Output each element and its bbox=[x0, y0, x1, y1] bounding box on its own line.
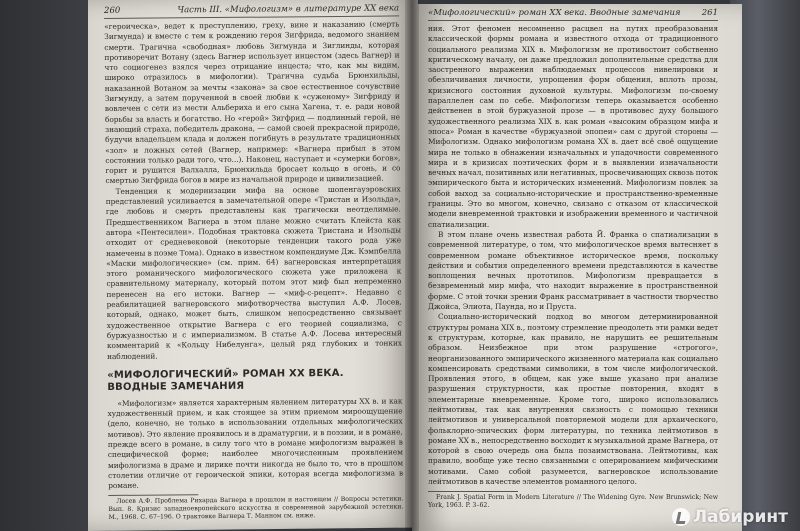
watermark bbox=[672, 507, 788, 527]
right-footnote-text: Frank J. Spatial Form in Modern Literature // The Widening Gyre. New Brunswick; New York, 1963. P. 3–62. bbox=[428, 494, 718, 510]
left-paragraph-1: «героическа», ведет к преступлению, греху, вине и наказанию (смерть Зигмунда) и вместе с тем к рождению героя Зигфрида, ведомого знанием смерти. Трагична «свободная» любовь Зигмунда и Зиглинды, которая противоречит Вотану (здесь Вагнер использует инцестом (здесь Вагнер) и что социогенез взялся через отрицание инцеста; что, как мы видим, широко отразилось в мифологии). Трагична судьба Брюнхильды, наказанной Вотаном за мечты «закона» за свое естественное сочувствие Зигмунду, а затем порученной в своей любви к «суженому» Зигфриду и вовлечен с сети из мести Альбериха и его сына Хагена, т. е. ради новой борьбы за власть и богатство. Но «герой» Зигфрид — подлинный герой, не знающий страха, победитель дракона, — самой своей прекрасной природе, будучи владельцем клада и должен погибнуть в результате традиционных «зол» и ложных сетей (Вагнер, например: «Вагнера прибыл в этом состоянии только ради того, что...). Наконец, наступает и «сумерки богов», горит и рушится Валхалла, Брюнхильда бросает кольцо в огонь, и со смертью Зигфрида богов в мире из начальной природе и цивилизацией. bbox=[104, 19, 401, 186]
left-running-head bbox=[104, 3, 399, 19]
left-running-title: Часть III. «Мифологизм» в литературе XX века bbox=[177, 3, 400, 16]
right-footnote-rule bbox=[428, 491, 518, 492]
right-page-number: 261 bbox=[701, 8, 718, 18]
left-paragraph-2: Тенденция к модернизации мифа на основе шопенгауэровских представлений усиливается в замечательной опере «Тристан и Изольда», где любовь и смерть представлены как трагически неотделимые. Предшественником Вагнера в этом плане можно считать Клейста как автора «Пентесилеи». Подобная трактовка сюжета Тристана и Изольды отходит от средневековой (некоторые тенденции такого рода уже намечены в поэме Тома). Однако в известном компендиуме Дж. Кэмпбелла «Маски мифологические» (см. прим. 64) вагнеровская интерпретация этого романического мифологического сюжета уже приложена к сравнительному материалу, который потом этот миф был непременно перенесен на его истоки. Вагнер — «миф-с-рецепт». Недавно с реабилитацией вагнеровского мифотворчества выступил А.Ф. Лосев, который, однако, может быть, слишком непосредственно связывает художественное открытие Вагнера с его теорией социализма, с буржуазностью и с империализмом. В статье А.Ф. Лосева интересный комментарий к «Кольцу Нибелунга», целый ряд глубоких и тонких наблюдений. bbox=[105, 184, 402, 361]
left-section-text bbox=[107, 396, 403, 491]
left-body-text bbox=[104, 19, 402, 361]
right-running-title: «Мифологический» роман XX века. Вводные замечания bbox=[428, 8, 681, 18]
watermark-text: Лабиринт bbox=[692, 507, 788, 527]
left-page bbox=[104, 3, 403, 522]
right-body-text bbox=[428, 24, 718, 487]
right-paragraph-3: Социально-исторический подход во многом детерминированной структуры романа XIX в., поэтому стремление преодолеть эти рамки ведет к структурам, которые, как правило, не нарушить ее решительным образом. Неизбежное при этом разрушение «строгого», неорганизованного эмпирического жизненного материала как социально компенсировать средствами символики, в том числе мифологической. Проявления этого, в общем, как уже выше указано при анализе разрушения структурности, как простые повторения, входят в элементарные вневременные. Кроме того, широко использовались лейтмотивы, так как внутренняя связность с помощью техники лейтмотивов и универсальной повторяемой модели для архаического, фольклорно-эпических форм литературы, по техника лейтмотивов в романе XX в., непосредственно восходит к музыкальной драме Вагнера, от которой в свою очередь она была позаимствована. Лейтмотивы, как правило, вообще уже тесно связанными с оперированием мифическими мотивами. Само собой разумеется, вагнеровское использование лейтмотивов в качестве элементов романного целого. bbox=[428, 312, 718, 487]
left-footnote-rule bbox=[108, 495, 198, 497]
book-cover-left-edge bbox=[0, 0, 90, 531]
labirint-logo-icon bbox=[672, 508, 690, 526]
right-page bbox=[428, 8, 718, 510]
right-paragraph-1: ния. Этот феномен несомненно расцвел на путях преобразования классической формы романа и известного отхода от традиционного социального реализма XIX в. Мифологизм не противостоит собственно критическому началу, он даже предложил дополнительные средства для заостренного выражения наблюдаемых процессов нивелировки и обезличивания личности, упрощения форм общения, вплоть прозы, кризисного состояния духовной культуры. Мифологизм по-своему параллелен сам по себе. Мифологизм теперь оказывается особенно действенен в этой буржуазной прозе — в противовес духу большого художественного реализма XIX в. как роман «высоким образцом мифа и эпоса» Роман в качестве «буржуазной эпопеи» сам с другой стороны — Мифологизм. Однако мифологизм романа XX в. дает всё своё ощущение мира не только в обнажении изначальных и упадочности современного мира и в кризисах поэтических форм и в выявлении изначальности вечных начал, позитивных или негативных, просвечивающих сквозь поток эмпирического быта и исторических изменений. Мифологизм повлек за собой выход за социально-исторические и пространственно-временные границы. Это во многом, конечно, связано с отказом от классической модели вневременной трактовки и изображении временного и частичной спатиализации. bbox=[428, 24, 718, 229]
left-footnote bbox=[108, 496, 403, 523]
right-running-head bbox=[428, 8, 718, 21]
left-footnote-text: Лосев А.Ф. Проблема Рихарда Вагнера в прошлом и настоящем // Вопросы эстетики. Вып. 8. Кризис западноевропейского искусства и современной зарубежной эстетики. М., 1968. С. 67–196. О трактовке Вагнера Т. Манном см. ниже. bbox=[108, 495, 404, 522]
left-page-number: 260 bbox=[104, 5, 121, 16]
book-gutter bbox=[405, 0, 419, 531]
left-paragraph-3: «Мифологизм» является характерным явлением литературы XX в. и как художественный прием, и как стоящее за этим приемом мироощущение (дело, конечно, не только в использовании отдельных мифологических мотивов). Это явление проявилось и в драматургии, и в поэзии, и в романе, прежде всего в романе, в силу того что в романе мифологизм выражен в специфической форме; наиболее многочисленным проявлением мифологизма в драме и лирике почти никогда не было то, что в прошлом столетии отличие от героической эпики, которая всегда мифологизма в романе. bbox=[107, 396, 404, 491]
section-heading: «МИФОЛОГИЧЕСКИЙ» РОМАН XX ВЕКА. ВВОДНЫЕ ЗАМЕЧАНИЯ bbox=[107, 367, 344, 393]
right-paragraph-2: В этом плане очень известная работа Й. Франка о спатиализации в современной литературе, о том, что мифологическое время вытесняет в современном романе объективное историческое время, поскольку действия и события определенного времени представляются в качестве воплощения вечных прототипов. Мифологизм превращается в безвременный мир мифа, что находит выражение в пространственной форме. С этой точки зрения Франк рассматривает в частности творчество Джойса, Элиота, Паунда, но и Пруста. bbox=[428, 229, 718, 312]
